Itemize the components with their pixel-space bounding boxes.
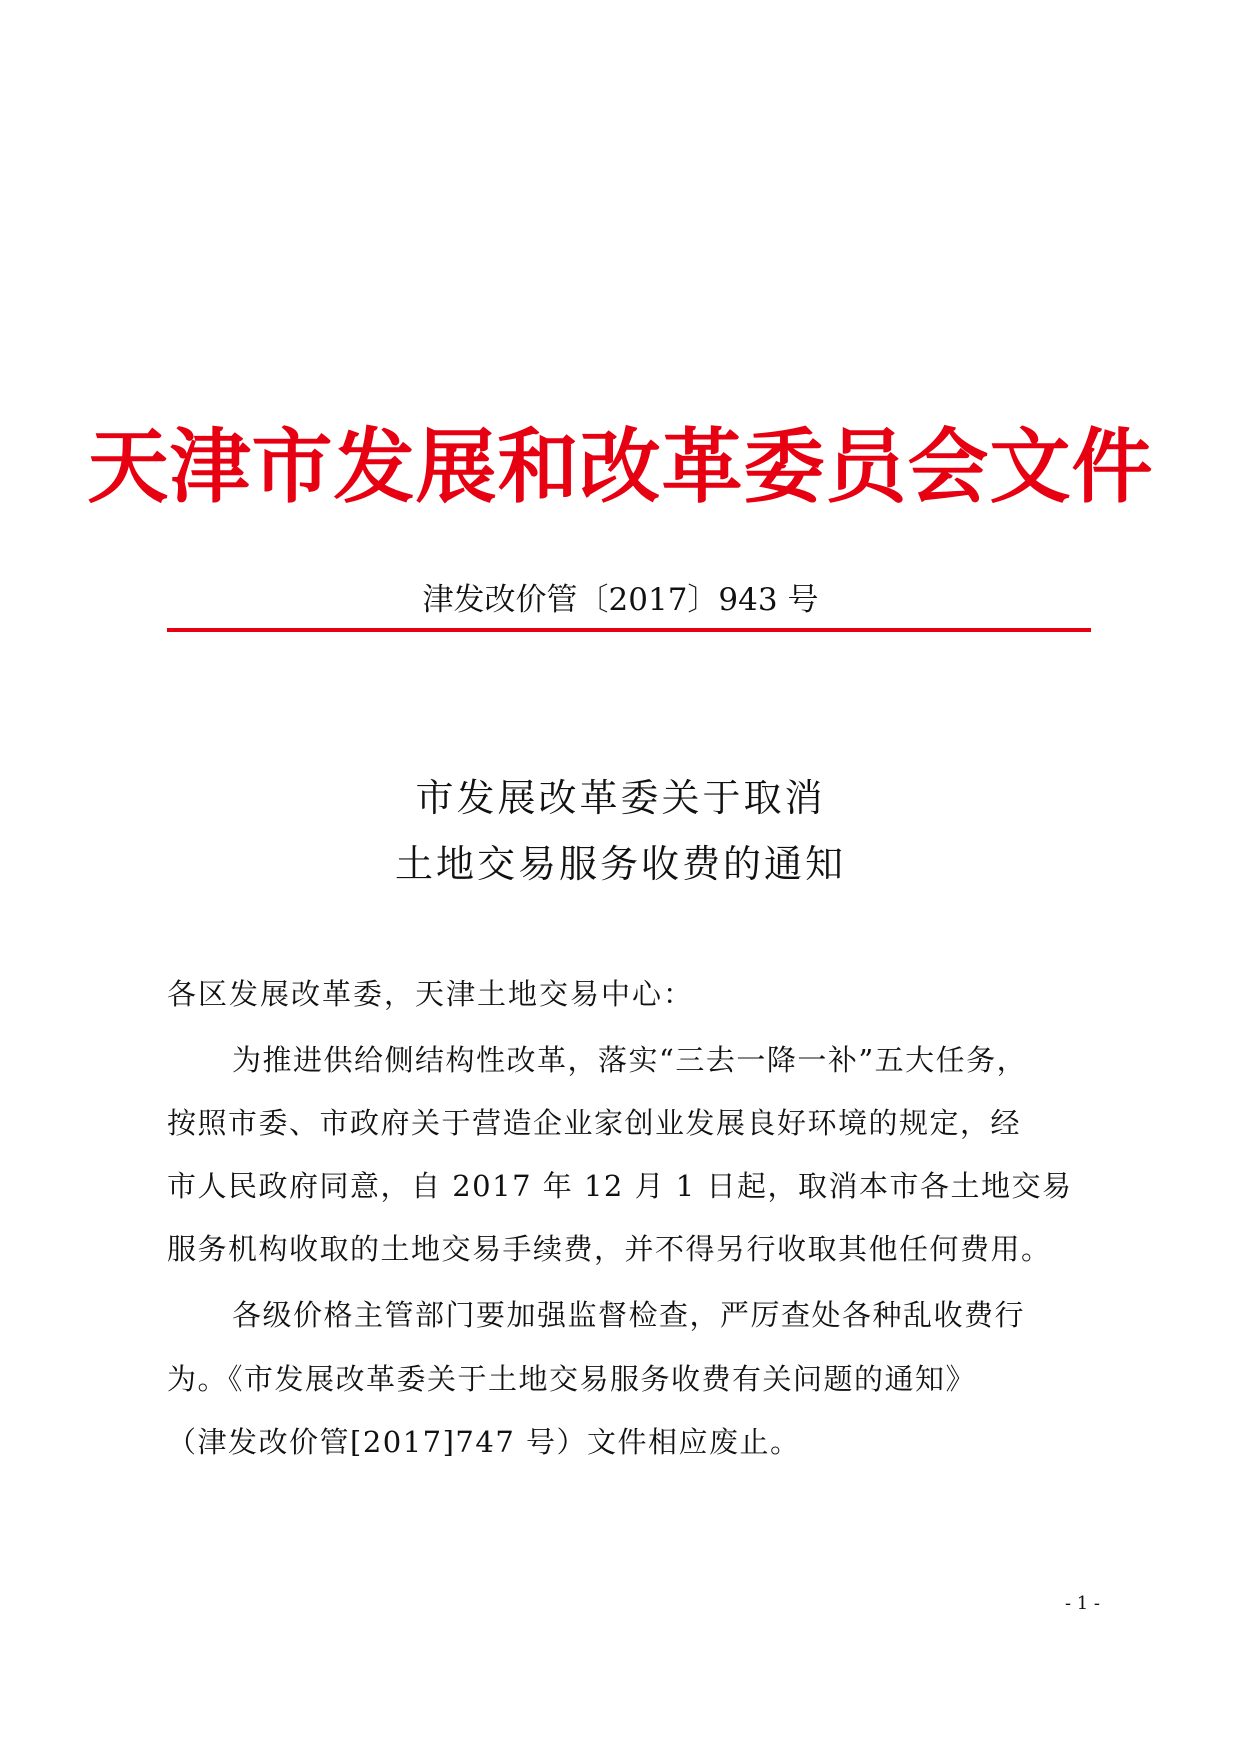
- body-line: 为。《市发展改革委关于土地交易服务收费有关问题的通知》: [167, 1362, 977, 1396]
- body-line: 市人民政府同意，自 2017 年 12 月 1 日起，取消本市各土地交易: [167, 1169, 1073, 1203]
- body-line: 各级价格主管部门要加强监督检查，严厉查处各种乱收费行: [232, 1298, 1026, 1332]
- red-divider-line: [167, 628, 1091, 632]
- body-line: 按照市委、市政府关于营造企业家创业发展良好环境的规定，经: [167, 1106, 1022, 1140]
- notice-title-line-2: 土地交易服务收费的通知: [394, 842, 846, 886]
- document-number: 津发改价管〔2017〕943 号: [422, 582, 819, 618]
- addressee: 各区发展改革委，天津土地交易中心：: [167, 977, 695, 1011]
- body-line: 为推进供给侧结构性改革，落实“三去一降一补”五大任务，: [232, 1043, 1028, 1077]
- letterhead-title: 天津市发展和改革委员会文件: [87, 421, 1154, 515]
- page-number: - 1 -: [1064, 1593, 1100, 1614]
- notice-title-line-1: 市发展改革委关于取消: [415, 776, 826, 820]
- body-line: （津发改价管[2017]747 号）文件相应废止。: [167, 1425, 801, 1459]
- body-line: 服务机构收取的土地交易手续费，并不得另行收取其他任何费用。: [167, 1232, 1052, 1266]
